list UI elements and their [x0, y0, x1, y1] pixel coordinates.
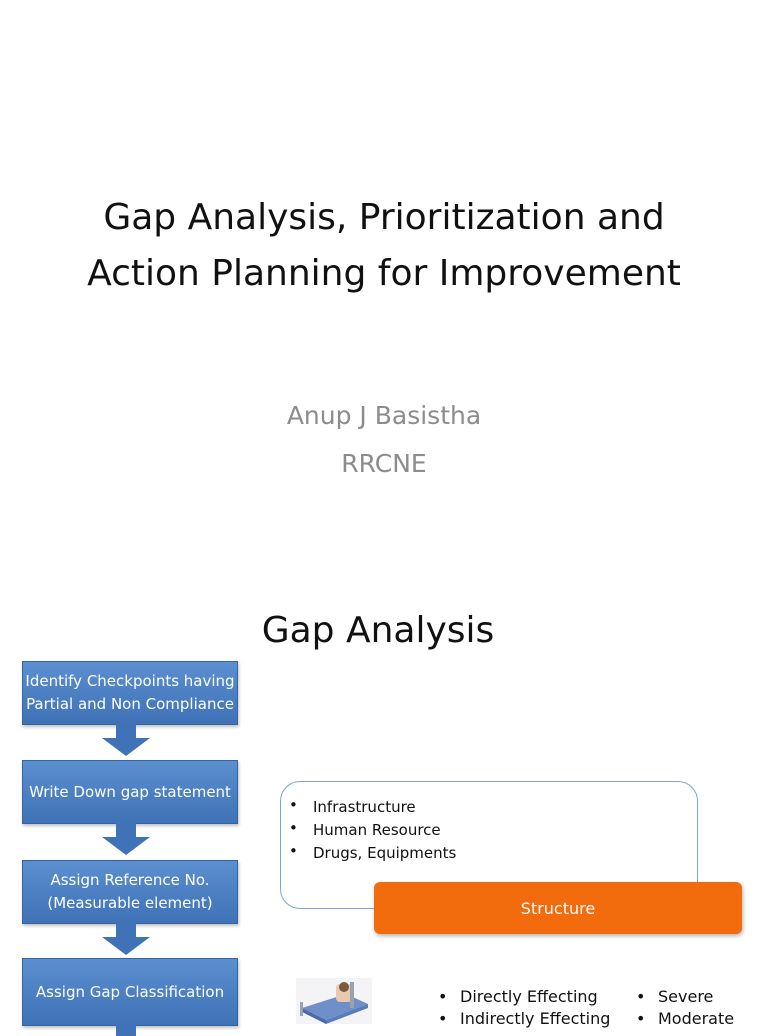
title-line-2: Action Planning for Improvement [87, 253, 681, 294]
effect-list [436, 986, 610, 1030]
effect-indirectly: • Indirectly Effecting [436, 1008, 610, 1030]
gap-analysis-title: Gap Analysis [261, 610, 495, 651]
slide-subtitle [0, 392, 768, 488]
title-line-1: Gap Analysis, Prioritization and [103, 197, 665, 238]
author-name: Anup J Basistha [286, 401, 482, 430]
step-assign-classification: Assign Gap Classification [22, 958, 238, 1026]
severity-list [634, 986, 734, 1030]
step-identify-checkpoints: Identify Checkpoints having Partial and Non Compliance [22, 661, 238, 725]
bullet-human-resource: • Human Resource [313, 819, 697, 842]
severity-moderate: • Moderate [634, 1008, 734, 1030]
step-assign-reference: Assign Reference No. (Measurable element) [22, 860, 238, 924]
slide-title [0, 190, 768, 302]
hospital-bed-icon [296, 978, 372, 1024]
bullet-drugs-equipments: • Drugs, Equipments [313, 842, 697, 865]
step-write-gap-statement: Write Down gap statement [22, 760, 238, 824]
effect-directly: • Directly Effecting [436, 986, 610, 1008]
severity-severe: • Severe [634, 986, 734, 1008]
bullet-infrastructure: • Infrastructure [313, 796, 697, 819]
organization-name: RRCNE [341, 449, 427, 478]
structure-label-box: Structure [374, 882, 742, 934]
